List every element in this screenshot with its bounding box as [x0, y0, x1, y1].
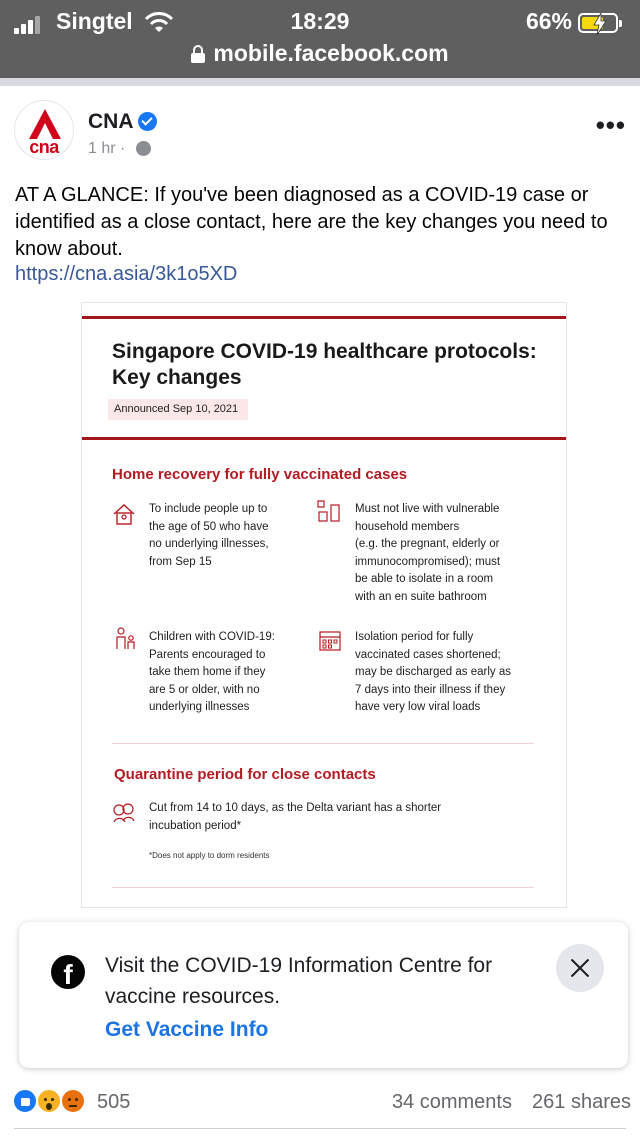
angry-reaction-icon[interactable] — [60, 1088, 86, 1114]
section-heading-home-recovery: Home recovery for fully vaccinated cases — [112, 466, 408, 483]
post-link[interactable]: https://cna.asia/3k1o5XD — [15, 263, 238, 285]
lock-icon — [191, 45, 205, 63]
divider — [14, 1128, 626, 1129]
carrier-name: Singtel — [56, 8, 133, 34]
post-header — [0, 96, 640, 166]
section-heading-quarantine: Quarantine period for close contacts — [114, 766, 376, 783]
home-recovery-item-children: Children with COVID-19: Parents encouraged to take them home if they are 5 or older, with no underlying illnesses — [149, 631, 275, 714]
wow-reaction-icon[interactable] — [36, 1088, 62, 1114]
divider — [112, 887, 534, 888]
post-time[interactable]: 1 hr · — [88, 140, 126, 157]
quarantine-item: Cut from 14 to 10 days, as the Delta variant has a shorter incubation period* — [149, 802, 442, 832]
divider — [112, 743, 534, 744]
calendar-icon — [318, 628, 342, 652]
avatar-text: cna — [29, 137, 59, 157]
facebook-icon: f — [51, 955, 85, 989]
divider — [82, 316, 566, 319]
footnote: *Does not apply to dorm residents — [149, 851, 270, 860]
post-text: AT A GLANCE: If you've been diagnosed as a COVID-19 case or identified as a close contact, here are the key changes you need to know about. — [15, 184, 608, 260]
infographic-image[interactable] — [81, 302, 567, 908]
shares-count[interactable]: 261 shares — [532, 1091, 631, 1113]
divider — [82, 437, 566, 440]
close-icon[interactable] — [556, 944, 604, 992]
infographic-title: Singapore COVID-19 healthcare protocols: Key changes — [112, 340, 537, 389]
home-recovery-item-age: To include people up to the age of 50 who have no underlying illnesses, from Sep 15 — [149, 503, 269, 568]
more-icon[interactable]: ••• — [595, 110, 626, 140]
cna-logo-icon — [29, 109, 61, 139]
divider — [0, 78, 640, 86]
get-vaccine-info-link[interactable]: Get Vaccine Info — [105, 1018, 269, 1041]
address-bar[interactable] — [0, 40, 640, 67]
home-recovery-item-household: Must not live with vulnerable household members (e.g. the pregnant, elderly or immunocompromised); must be able to isolate in a room with an en suite bathroom — [355, 503, 501, 603]
verified-icon — [138, 112, 157, 131]
parent-child-icon — [114, 627, 138, 651]
status-bar — [0, 0, 640, 78]
covid-info-card — [19, 922, 628, 1068]
announced-date: Announced Sep 10, 2021 — [108, 399, 248, 420]
battery-icon — [578, 13, 618, 33]
comments-count[interactable]: 34 comments — [391, 1091, 512, 1113]
like-reaction-icon[interactable] — [12, 1088, 38, 1114]
page-name[interactable]: CNA — [88, 110, 134, 133]
reactions-bar — [0, 1084, 640, 1120]
status-time: 18:29 — [290, 8, 350, 34]
house-icon — [112, 502, 136, 526]
household-icon — [317, 499, 341, 523]
battery-percent: 66% — [525, 8, 572, 34]
url-text: mobile.facebook.com — [213, 40, 449, 66]
people-icon — [112, 800, 136, 824]
reaction-count[interactable]: 505 — [97, 1091, 131, 1113]
info-message: Visit the COVID-19 Information Centre for vaccine resources. — [105, 954, 493, 1008]
avatar[interactable] — [14, 100, 74, 160]
globe-icon — [136, 141, 151, 156]
home-recovery-item-isolation: Isolation period for fully vaccinated cases shortened; may be discharged as early as 7 days into their illness if they have very low viral loads — [355, 631, 511, 714]
